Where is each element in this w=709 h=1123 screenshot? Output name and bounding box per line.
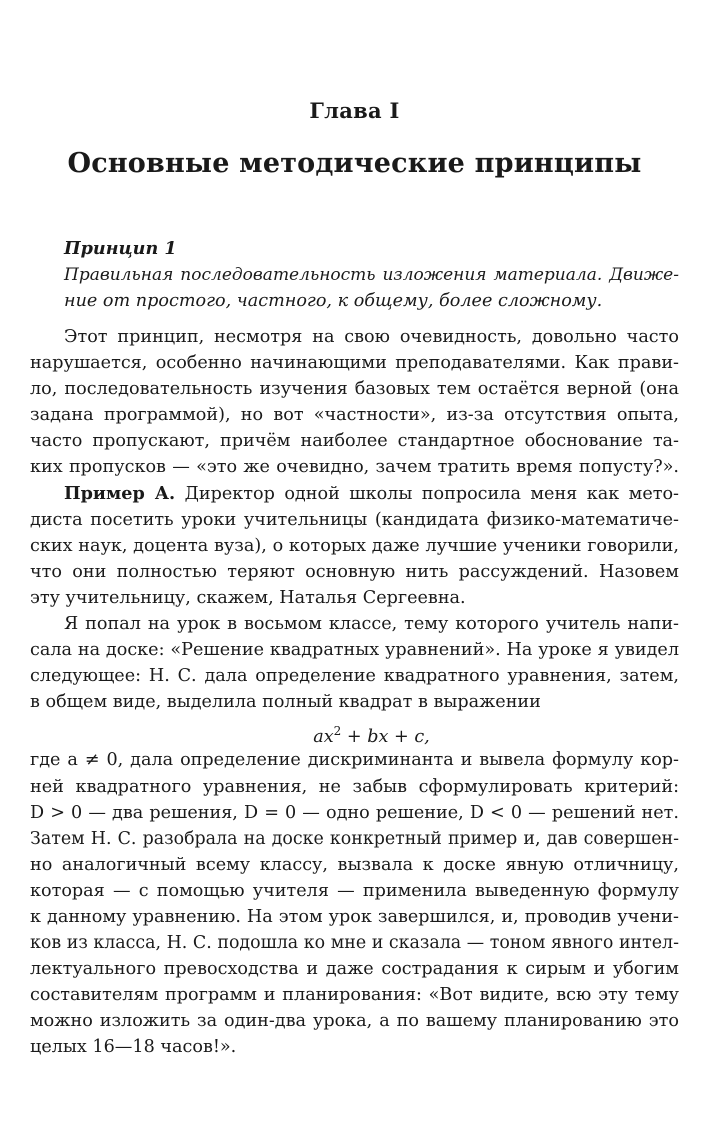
formula-rest: + bx + c, [341, 727, 430, 748]
text-line: составителям программ и планирования: «Вот видите, всю эту тему [30, 985, 679, 1006]
text-line: ло, последовательность изучения базовых тем остаётся верной (она [30, 379, 679, 400]
example-text: Директор одной школы попросила меня как мето- [175, 483, 679, 504]
text-line: Я попал на урок в восьмом классе, тему которого учитель напи- [64, 614, 679, 635]
chapter-title: Основные методические принципы [67, 148, 642, 179]
principle-heading: Принцип 1 [64, 238, 177, 259]
text-line: ков из класса, Н. С. подошла ко мне и сказала — тоном явного интел- [30, 933, 679, 954]
example-label: Пример А. [64, 482, 176, 504]
chapter-label: Глава I [309, 98, 400, 123]
formula-exponent: 2 [333, 724, 342, 739]
principle-line: Правильная последовательность изложения материала. Движе- [64, 265, 679, 285]
text-line: лектуального превосходства и даже сострадания к сирым и убогим [30, 959, 679, 980]
text-line: Затем Н. С. разобрала на доске конкретный пример и, дав совершен- [30, 828, 679, 849]
text-line: ней квадратного уравнения, не забыв сформулировать критерий: [30, 776, 679, 797]
text-line: ких пропусков — «это же очевидно, зачем тратить время попусту?». [30, 457, 679, 478]
text-line: но аналогичный всему классу, вызвала к доске явную отличницу, [30, 854, 679, 875]
principle-line: ние от простого, частного, к общему, более сложному. [64, 291, 603, 312]
text-line: задана программой), но вот «частности», из-за отсутствия опыта, [30, 405, 679, 426]
text-line: целых 16—18 часов!». [30, 1037, 237, 1058]
text-line: D > 0 — два решения, D = 0 — одно решение, D < 0 — решений нет. [30, 802, 679, 823]
body-text [30, 324, 679, 1061]
text-line: к данному уравнению. На этом урок завершился, и, проводив учени- [30, 906, 679, 927]
formula-term: ax [313, 727, 334, 748]
text-line: которая — с помощью учителя — применила выведенную формулу [30, 880, 679, 901]
text-line: что они полностью теряют основную нить рассуждений. Назовем [30, 561, 679, 582]
text-line: часто пропускают, причём наиболее стандартное обоснование та- [30, 431, 679, 452]
text-line: где a ≠ 0, дала определение дискриминанта и вывела формулу кор- [30, 750, 679, 771]
text-line: диста посетить уроки учительницы (кандидата физико-математиче- [30, 509, 679, 530]
principle-block [64, 236, 679, 314]
text-line: Этот принцип, несмотря на свою очевидность, довольно часто [64, 327, 679, 347]
text-line [64, 481, 679, 507]
text-line: ских наук, доцента вуза), о которых даже лучшие ученики говорили, [30, 535, 679, 556]
text-line: в общем виде, выделила полный квадрат в выражении [30, 692, 541, 713]
text-line: нарушается, особенно начинающими преподавателями. Как прави- [30, 353, 679, 374]
formula [30, 715, 679, 747]
text-line: эту учительницу, скажем, Наталья Сергеевна. [30, 587, 466, 608]
text-line: можно изложить за один-два урока, а по вашему планированию это [30, 1011, 679, 1032]
text-line: сала на доске: «Решение квадратных уравнений». На уроке я увидел [30, 640, 679, 661]
text-line: следующее: Н. С. дала определение квадратного уравнения, затем, [30, 666, 679, 687]
